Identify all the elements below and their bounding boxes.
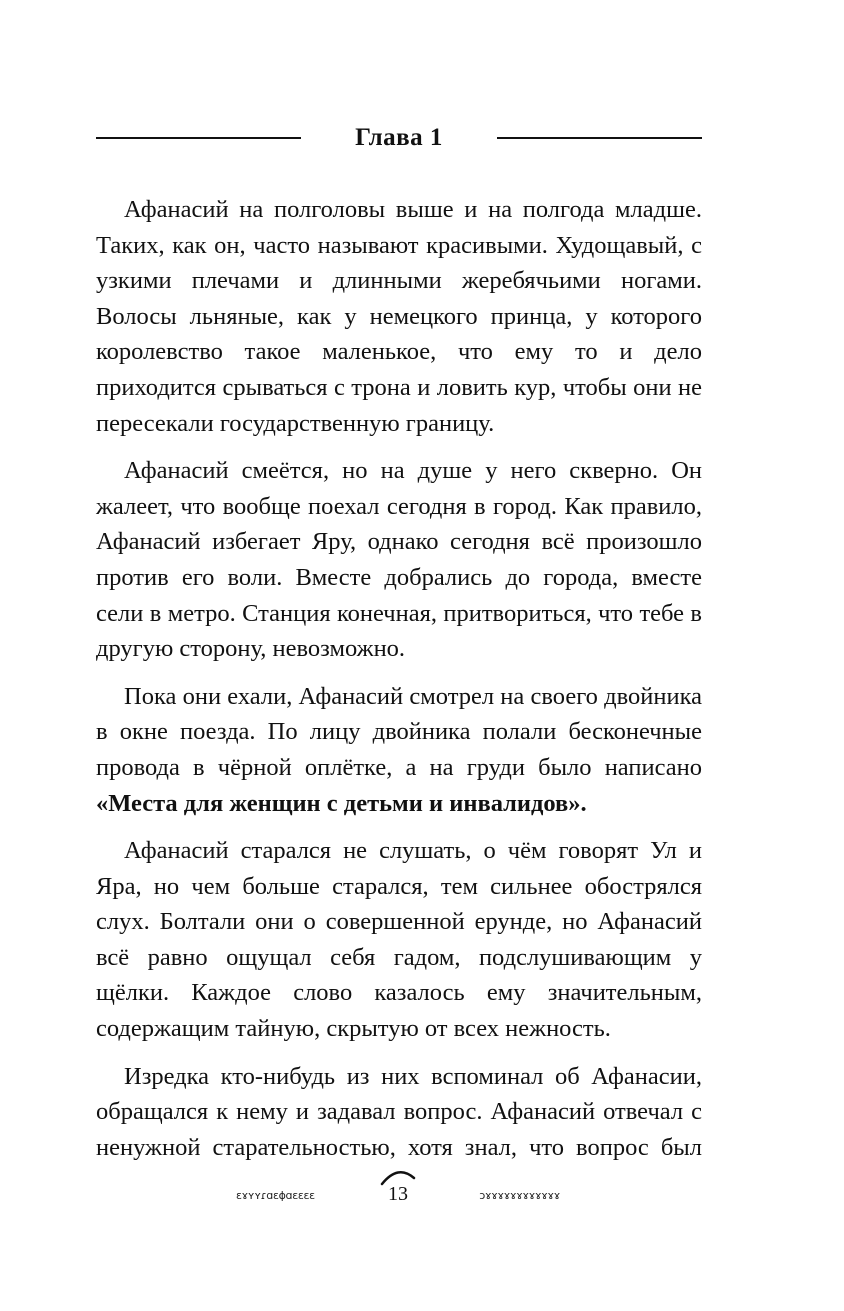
paragraph-3 [96, 679, 702, 821]
paragraph-4 [96, 833, 702, 1047]
paragraph-3-text: Пока они ехали, Афанасий смотрел на своего двойника в окне поезда. По лицу двойника полали бесконечные провода в чёрной оплётке, а на груди было написано [96, 682, 702, 781]
paragraph-1-text: Афанасий на полголовы выше и на полгода младше. Таких, как он, часто называют красивыми. Худощавый, с узкими плечами и длинными жеребячьими ногами. Волосы льняные, как у немецкого принца, у которого королевство такое маленькое, что ему то и дело приходится срываться с трона и ловить кур, чтобы они не пересекали государственную границу. [96, 196, 702, 437]
paragraph-1 [96, 192, 702, 441]
body-text [96, 192, 702, 1177]
footer-ornament-right: ɔɤɤɤɤɤɤɤɤɤɤɤɤ [479, 1189, 560, 1202]
chapter-title: Глава 1 [355, 124, 443, 151]
paragraph-2-text: Афанасий смеётся, но на душе у него скверно. Он жалеет, что вообще поехал сегодня в город. Как правило, Афанасий избегает Яру, однако сегодня всё произошло против его воли. Вместе добрались до города, вместе сели в метро. Станция конечная, притвориться, что тебе в другую сторону, невозможно. [96, 457, 702, 663]
paragraph-5 [96, 1059, 702, 1166]
page-footer [236, 1160, 560, 1210]
paragraph-5-text: Изредка кто-нибудь из них вспоминал об Афанасии, обращался к нему и задавал вопрос. Афанасий отвечал с ненужной старательностью, хотя знал, что вопрос был [96, 1062, 702, 1161]
chapter-header [96, 118, 702, 158]
page-number: 13 [388, 1183, 408, 1205]
header-rule-right [497, 137, 702, 139]
paragraph-3-bold-sign: «Места для женщин с детьми и инвалидов». [96, 789, 587, 817]
paragraph-4-text: Афанасий старался не слушать, о чём говорят Ул и Яра, но чем больше старался, тем сильнее обострялся слух. Болтали они о совершенной ерунде, но Афанасий всё равно ощущал себя гадом, подслушивающим у щёлки. Каждое слово казалось ему значительным, содержащим тайную, скрытую от всех нежность. [96, 837, 702, 1043]
paragraph-2 [96, 453, 702, 667]
footer-ornament-left: ɛɤʏʏɾɑɛɸɑɛɛɛɛ [236, 1189, 315, 1202]
